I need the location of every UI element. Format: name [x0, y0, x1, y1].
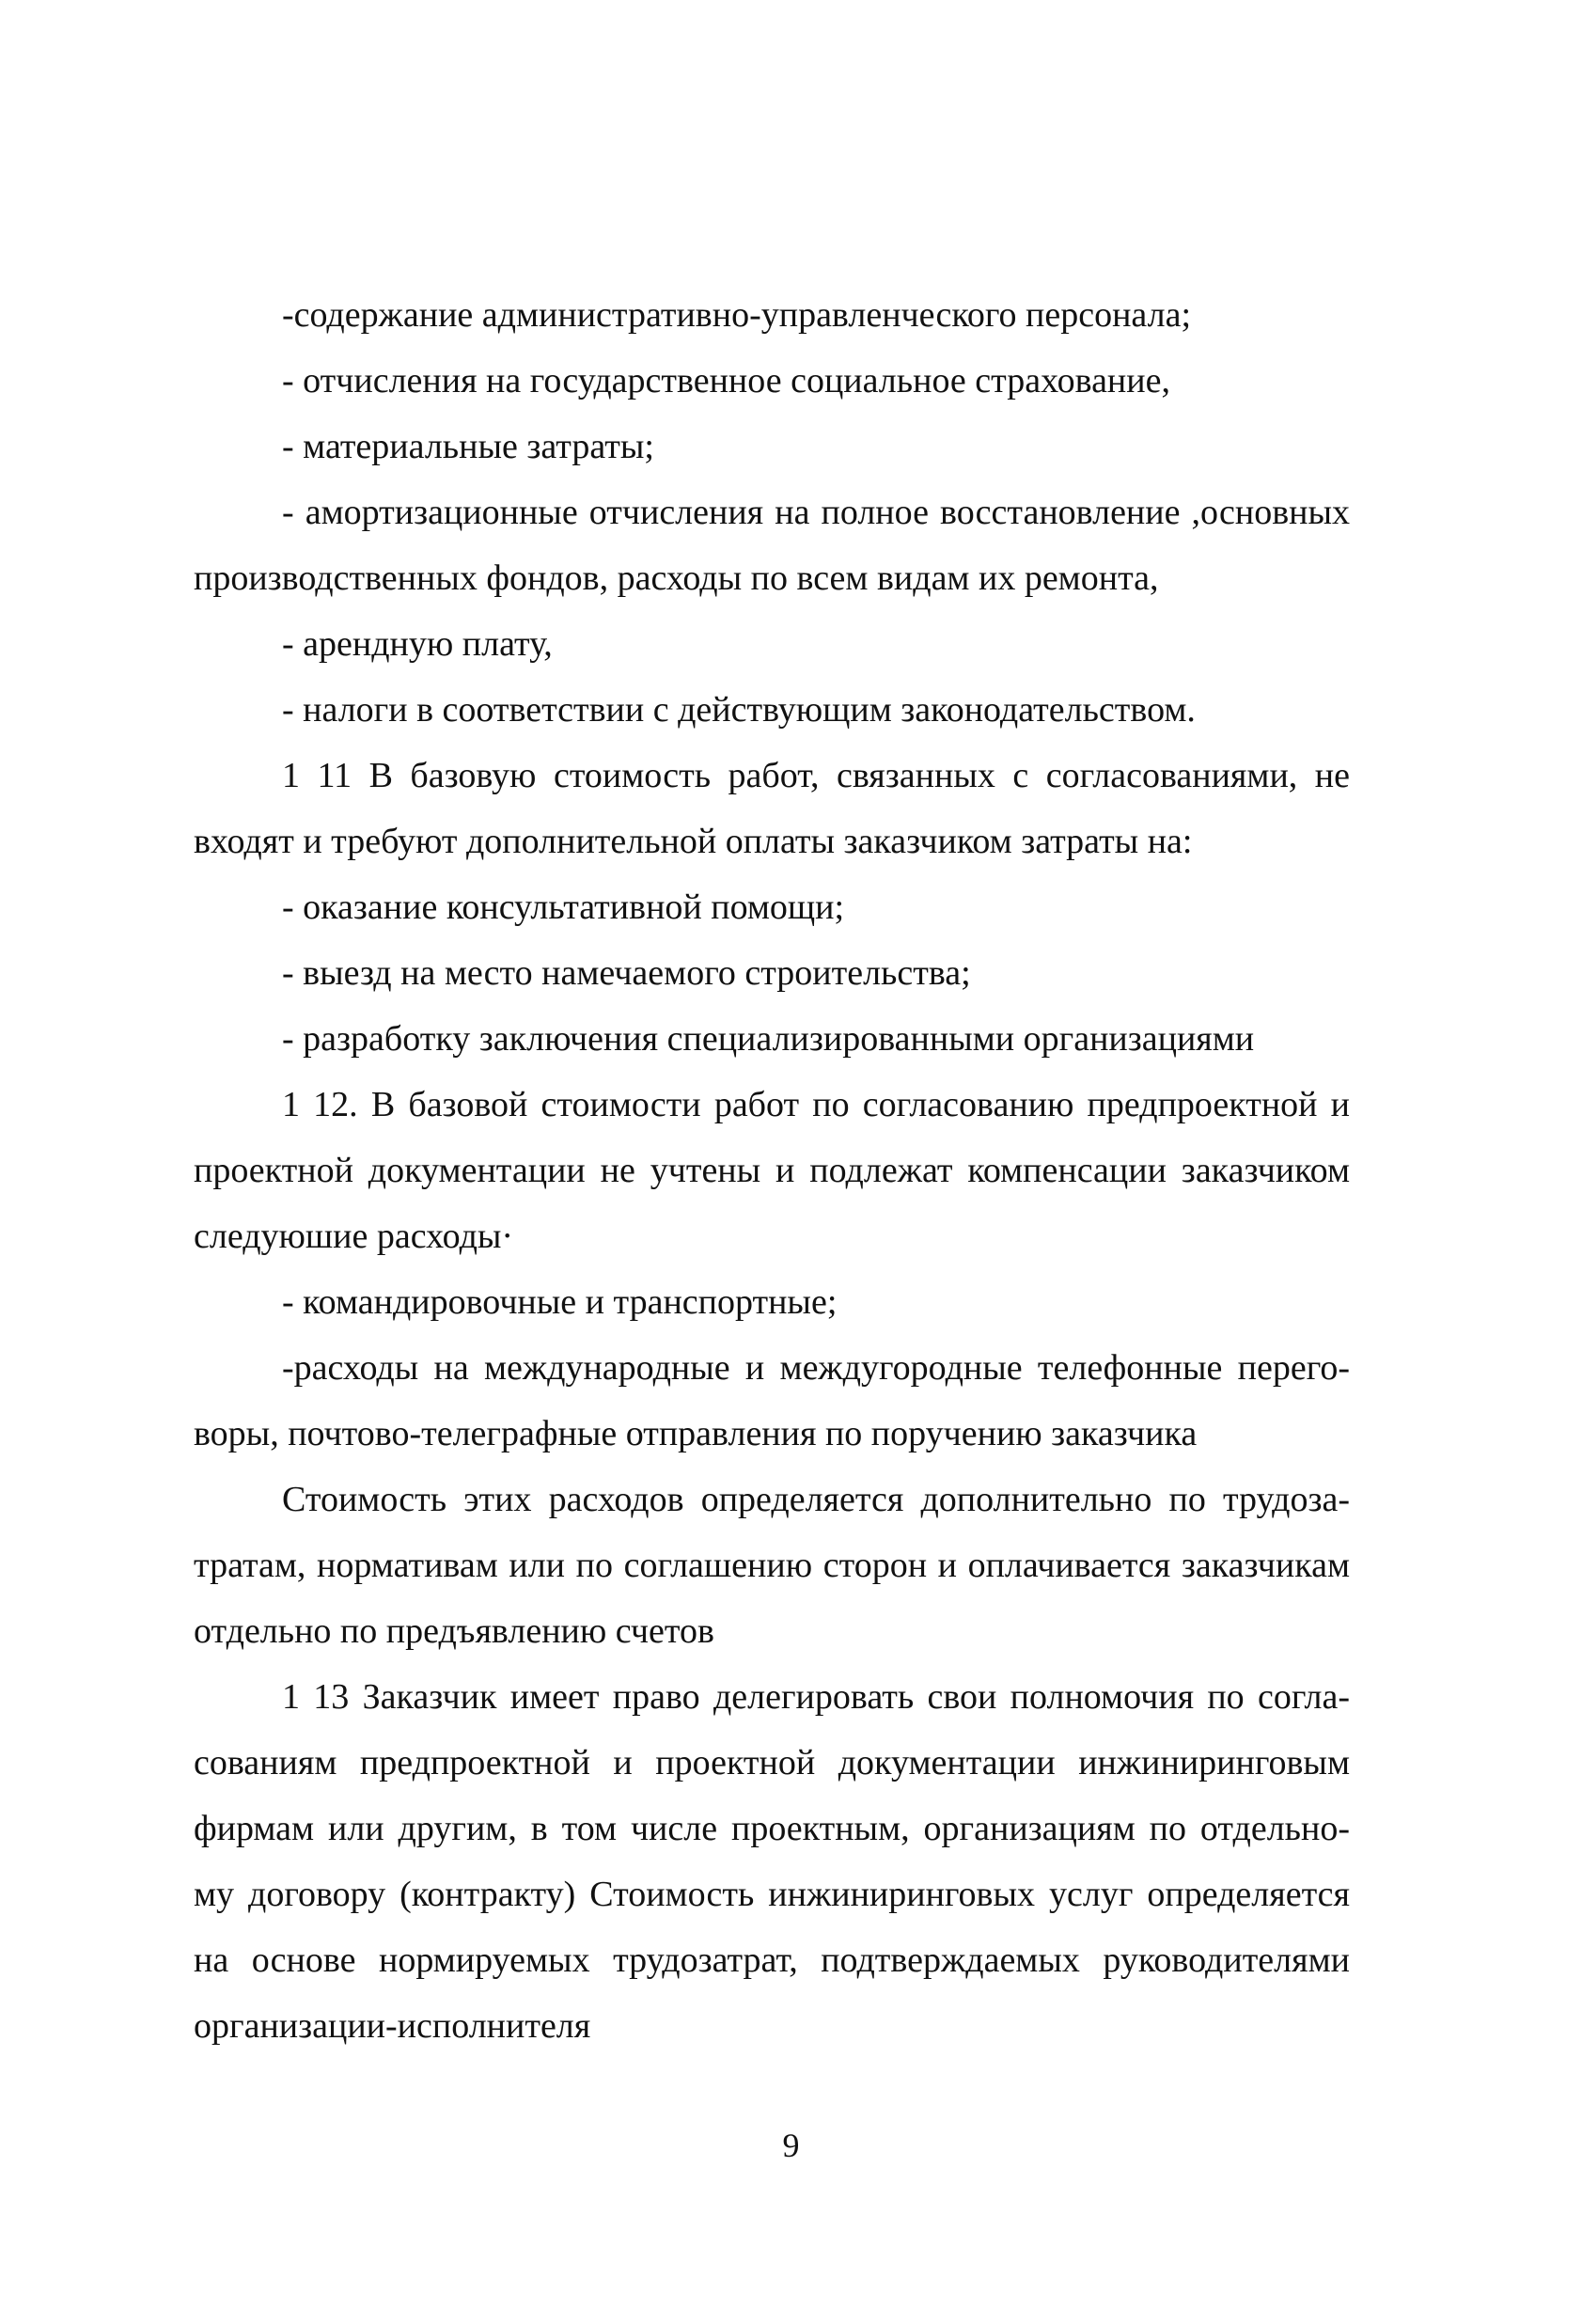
text-line: отдельно по предъявлению счетов	[194, 1611, 714, 1651]
text-line: 1 11 В базовую стоимость работ, связанных с согласованиями, не	[282, 756, 1350, 795]
text-line: Стоимость этих расходов определяется дополнительно по трудоза-	[282, 1480, 1350, 1519]
text-line: - отчисления на государственное социальное страхование,	[282, 361, 1170, 400]
text-line: следуюшие расходы·	[194, 1217, 514, 1256]
text-line: му договору (контракту) Стоимость инжиниринговых услуг определяется	[194, 1875, 1350, 1914]
text-line: входят и требуют дополнительной оплаты заказчиком затраты на:	[194, 822, 1193, 861]
text-line: 1 13 Заказчик имеет право делегировать свои полномочия по согла-	[282, 1677, 1350, 1717]
text-line: организации-исполнителя	[194, 2006, 591, 2046]
text-line: производственных фондов, расходы по всем видам их ремонта,	[194, 558, 1159, 598]
text-line: - арендную плату,	[282, 624, 553, 664]
text-line: фирмам или другим, в том числе проектным, организациям по отдельно-	[194, 1809, 1350, 1848]
text-line: - амортизационные отчисления на полное восстановление ,основных	[282, 493, 1350, 532]
text-line: 1 12. В базовой стоимости работ по согласованию предпроектной и	[282, 1085, 1350, 1124]
text-line: воры, почтово-телеграфные отправления по поручению заказчика	[194, 1414, 1198, 1453]
document-body	[194, 282, 1350, 2059]
text-line: - выезд на место намечаемого строительства;	[282, 953, 971, 993]
text-line: -содержание административно-управленческого персонала;	[282, 295, 1191, 335]
text-line: - материальные затраты;	[282, 427, 654, 466]
text-line: - налоги в соответствии с действующим законодательством.	[282, 690, 1196, 730]
text-line: тратам, нормативам или по соглашению сторон и оплачивается заказчикам	[194, 1546, 1350, 1585]
text-line: -расходы на международные и междугородные телефонные перего-	[282, 1348, 1350, 1388]
text-line: проектной документации не учтены и подлежат компенсации заказчиком	[194, 1151, 1350, 1190]
page-number: 9	[782, 2127, 800, 2164]
text-line: - разработку заключения специализированными организациями	[282, 1019, 1255, 1059]
text-line: сованиям предпроектной и проектной документации инжиниринговым	[194, 1743, 1350, 1782]
text-line: - оказание консультативной помощи;	[282, 887, 845, 927]
text-line: - командировочные и транспортные;	[282, 1282, 838, 1322]
text-line: на основе нормируемых трудозатрат, подтверждаемых руководителями	[194, 1940, 1350, 1980]
